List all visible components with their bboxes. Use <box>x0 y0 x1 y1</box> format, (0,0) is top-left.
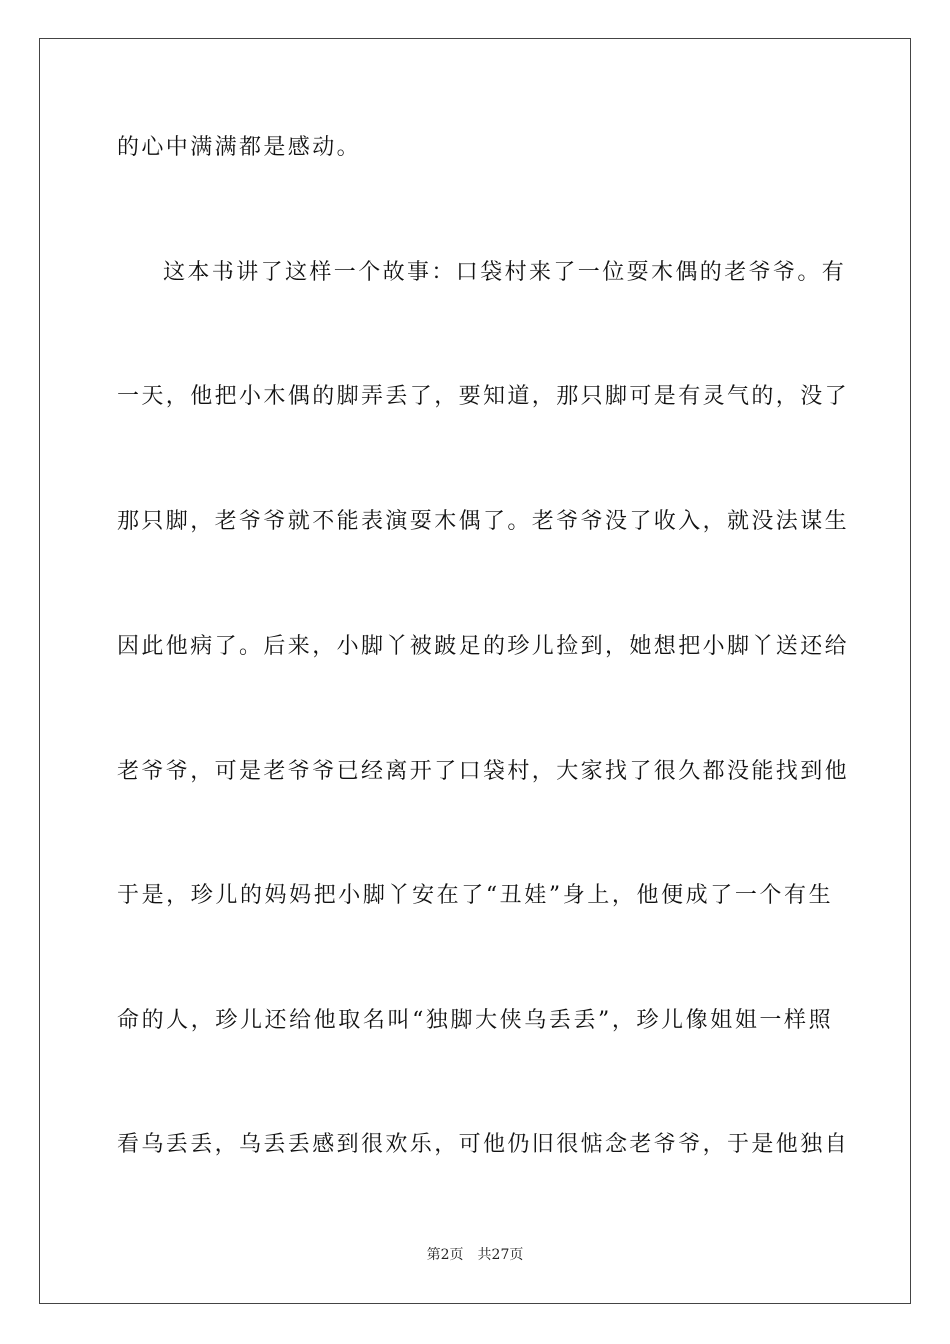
page-border <box>39 38 911 1304</box>
text-line: 于是，珍儿的妈妈把小脚丫安在了“丑娃”身上，他便成了一个有生 <box>117 883 833 908</box>
text-line: 因此他病了。后来，小脚丫被跛足的珍儿捡到，她想把小脚丫送还给 <box>117 634 850 659</box>
text-line: 这本书讲了这样一个故事：口袋村来了一位耍木偶的老爷爷。有 <box>163 260 847 285</box>
text-line: 看乌丢丢，乌丢丢感到很欢乐，可他仍旧很惦念老爷爷，于是他独自 <box>117 1132 850 1157</box>
page-footer <box>0 1245 950 1265</box>
page-total: 共27页 <box>477 1247 524 1263</box>
text-line: 那只脚，老爷爷就不能表演耍木偶了。老爷爷没了收入，就没法谋生 <box>117 509 850 534</box>
text-line: 的心中满满都是感动。 <box>117 135 362 160</box>
text-line: 一天，他把小木偶的脚弄丢了，要知道，那只脚可是有灵气的，没了 <box>117 384 850 409</box>
page-number: 第2页 <box>426 1247 464 1263</box>
text-line: 老爷爷，可是老爷爷已经离开了口袋村，大家找了很久都没能找到他 <box>117 759 850 784</box>
text-line: 命的人，珍儿还给他取名叫“独脚大侠乌丢丢”，珍儿像姐姐一样照 <box>117 1008 833 1033</box>
